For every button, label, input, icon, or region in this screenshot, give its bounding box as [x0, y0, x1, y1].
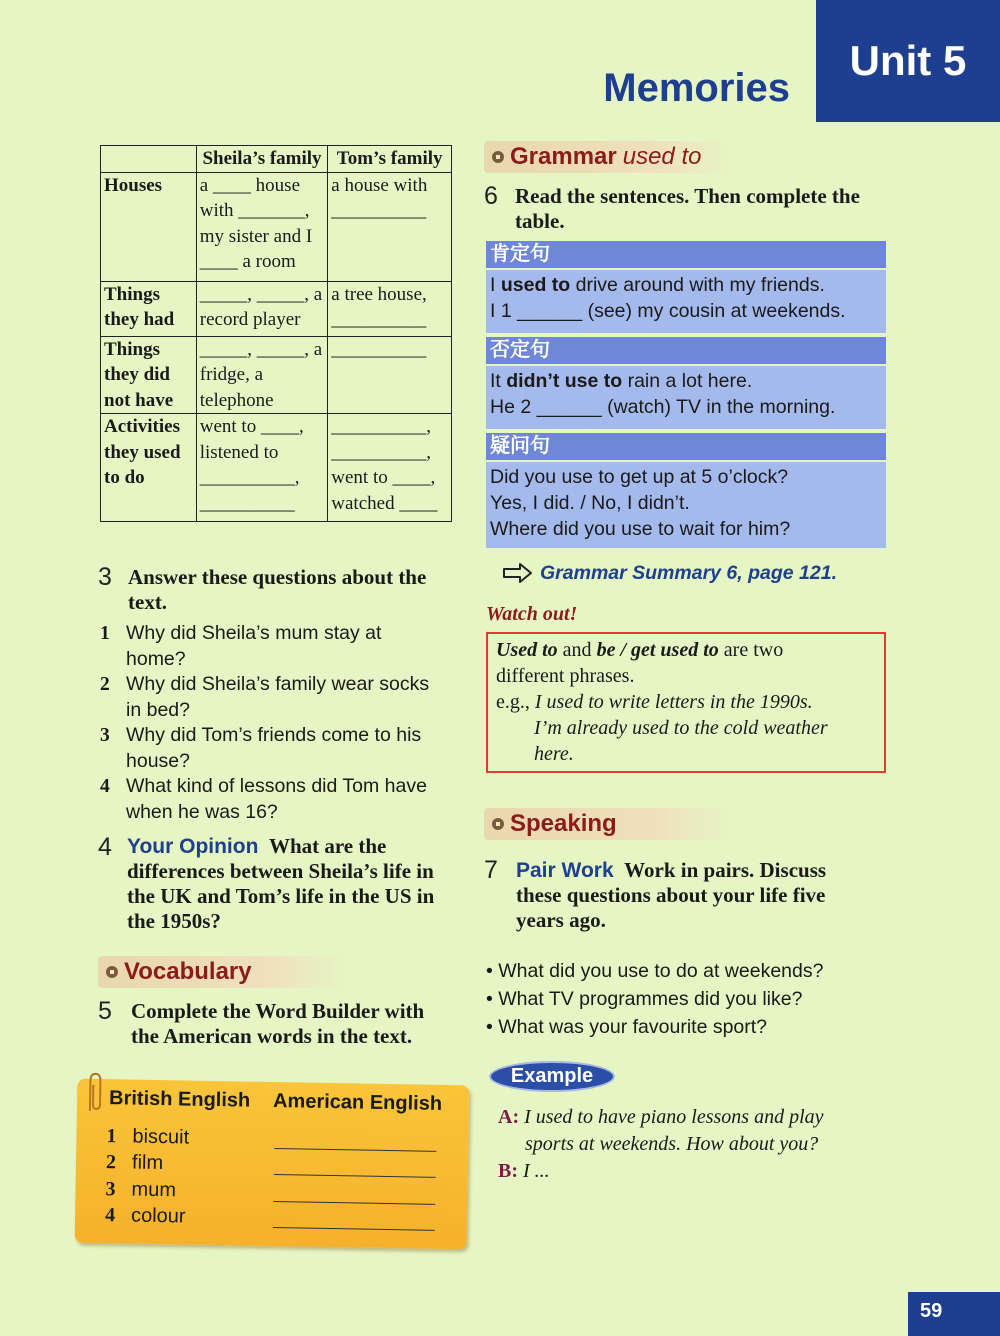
heading-line: years ago.: [516, 908, 606, 932]
dialogue-line: [498, 1104, 898, 1131]
question-text: What kind of lessons did Tom have when he was 16?: [126, 775, 427, 823]
text: drive around with my friends.: [570, 274, 825, 296]
answer-line[interactable]: [274, 1148, 436, 1152]
question-item: [100, 621, 440, 672]
grammar-bar: [484, 141, 734, 173]
question-number: 3: [100, 725, 110, 746]
speaker-a-label: A:: [498, 1106, 520, 1128]
example-line: [490, 272, 882, 298]
word-row: [105, 1204, 186, 1228]
table-cell: __________, __________, went to ____, watched ____: [328, 414, 452, 522]
col-header-sheila: Sheila’s family: [196, 146, 328, 173]
example-line: Yes, I did. / No, I didn’t.: [490, 492, 690, 514]
table-cell: _____, _____, a fridge, a telephone: [196, 336, 328, 414]
watch-out-box: [486, 632, 886, 773]
text: I used to have piano lessons and play: [524, 1106, 824, 1128]
american-english-header: American English: [272, 1090, 443, 1115]
negative-examples: [486, 366, 886, 429]
section-title: Grammar: [510, 143, 617, 170]
arrow-right-icon: [502, 562, 534, 584]
word-row: [106, 1125, 189, 1149]
table-cell: __________: [328, 336, 452, 414]
question-item: [100, 774, 450, 825]
text: be / get used to: [596, 639, 719, 661]
table-row: [101, 336, 452, 414]
question-number: 2: [100, 674, 110, 695]
your-opinion-label: Your Opinion: [127, 835, 259, 858]
watch-out-title: Watch out!: [486, 603, 578, 625]
text: Used to: [496, 639, 558, 661]
example-line: Did you use to get up at 5 o’clock?: [490, 466, 789, 488]
answer-line[interactable]: [274, 1174, 436, 1178]
question-heading: 疑问句: [486, 433, 886, 460]
watch-line: [496, 689, 876, 715]
question-item: [100, 672, 450, 723]
bullet-icon: [492, 151, 504, 163]
row-label: Things they did not have: [101, 336, 197, 414]
word-text: colour: [130, 1204, 186, 1228]
exercise-number: 4: [98, 833, 112, 861]
fill-line: I 1 ______ (see) my cousin at weekends.: [490, 300, 846, 322]
example-line: Where did you use to wait for him?: [490, 518, 791, 540]
example-badge: Example: [489, 1061, 615, 1092]
watch-line: [496, 637, 876, 663]
text: What TV programmes did you like?: [498, 988, 803, 1010]
word-number: 3: [105, 1178, 116, 1201]
table-cell: a ____ house with _______, my sister and I ____ a room: [196, 172, 328, 281]
word-number: 2: [105, 1151, 117, 1174]
table-row: [101, 414, 452, 522]
page-title: Memories: [603, 66, 790, 110]
word-number: 1: [106, 1125, 117, 1148]
table-header-row: [101, 146, 452, 173]
negative-heading: 否定句: [486, 337, 886, 364]
col-header-tom: Tom’s family: [328, 146, 452, 173]
example-dialogue: [498, 1104, 898, 1185]
word-text: film: [131, 1151, 164, 1175]
word-number: 4: [104, 1204, 116, 1227]
word-builder-card: [75, 1079, 470, 1250]
heading-line: [516, 858, 896, 883]
heading-line: these questions about your life five: [516, 883, 826, 907]
word-text: biscuit: [132, 1125, 190, 1149]
grammar-summary-link[interactable]: Grammar Summary 6, page 121.: [540, 562, 837, 584]
vocabulary-bar: [98, 956, 348, 988]
question-number: 1: [100, 623, 110, 644]
list-item: • What did you use to do at weekends?: [486, 960, 824, 982]
word-text: mum: [131, 1178, 177, 1202]
exercise-number: 6: [484, 182, 498, 210]
word-row: [106, 1151, 164, 1175]
text: I ...: [523, 1160, 550, 1182]
unit-tab: Unit 5: [816, 0, 1000, 122]
question-item: [100, 723, 450, 774]
exercise-number: 7: [484, 856, 498, 884]
speaker-b-label: B:: [498, 1160, 518, 1182]
question-examples: [486, 462, 886, 548]
table-cell: a tree house, __________: [328, 281, 452, 336]
bullet-icon: [492, 818, 504, 830]
discussion-list: [486, 957, 886, 1041]
dialogue-line: [498, 1158, 898, 1185]
exercise-heading: Read the sentences. Then complete the table.: [515, 184, 860, 233]
text: I used to write letters in the 1990s.: [534, 691, 813, 713]
answer-line[interactable]: [273, 1227, 435, 1231]
section-title: Vocabulary: [124, 958, 252, 985]
comparison-table: [100, 145, 452, 522]
table-row: [101, 281, 452, 336]
exercise-heading: Complete the Word Builder with the American words in the text.: [131, 999, 425, 1048]
speaking-bar: [484, 808, 734, 840]
table-cell: a house with __________: [328, 172, 452, 281]
question-text: Why did Sheila’s mum stay at home?: [126, 622, 382, 670]
text: and: [557, 639, 597, 661]
text: sports at weekends. How about you?: [525, 1133, 819, 1155]
text: rain a lot here.: [622, 370, 753, 392]
exercise-heading: Answer these questions about the text.: [128, 565, 427, 614]
table-cell: _____, _____, a record player: [196, 281, 328, 336]
opinion-question: What are the differences between Sheila’s life in the UK and Tom’s life in the US in the 1950s?: [127, 834, 435, 933]
text: What was your favourite sport?: [498, 1016, 768, 1038]
list-item: • What TV programmes did you like?: [486, 988, 803, 1010]
question-text: Why did Sheila’s family wear socks in bed?: [126, 673, 430, 721]
page-number: 59: [908, 1292, 1000, 1336]
text: It: [490, 370, 507, 392]
list-item: • What was your favourite sport?: [486, 1016, 768, 1038]
row-label: Houses: [101, 172, 197, 281]
exercise-heading: [516, 858, 896, 933]
section-title: Speaking: [510, 810, 617, 837]
exercise-number: 3: [98, 563, 112, 591]
watch-line: here.: [534, 743, 574, 765]
pair-work-label: Pair Work: [516, 859, 614, 882]
text: are two: [718, 639, 784, 661]
watch-line: I’m already used to the cold weather: [534, 717, 828, 739]
fill-line: He 2 ______ (watch) TV in the morning.: [490, 396, 836, 418]
table-corner: [101, 146, 197, 173]
question-text: Why did Tom’s friends come to his house?: [126, 724, 422, 772]
positive-heading: 肯定句: [486, 241, 886, 268]
text: What did you use to do at weekends?: [498, 960, 824, 982]
word-row: [105, 1178, 176, 1202]
dialogue-line: [498, 1131, 898, 1158]
text: e.g.,: [496, 691, 535, 713]
exercise-number: 5: [98, 997, 112, 1025]
section-subtitle: used to: [622, 143, 702, 170]
paperclip-icon: [83, 1071, 106, 1115]
watch-line: different phrases.: [496, 665, 635, 687]
row-label: Things they had: [101, 281, 197, 336]
text-bold: used to: [500, 274, 571, 296]
british-english-header: British English: [108, 1087, 251, 1112]
exercise-heading: [127, 834, 457, 934]
positive-examples: [486, 270, 886, 333]
example-line: [490, 368, 882, 394]
table-row: [101, 172, 452, 281]
answer-line[interactable]: [273, 1201, 435, 1205]
text: I: [490, 274, 501, 296]
text: Work in pairs. Discuss: [624, 858, 827, 882]
question-number: 4: [100, 776, 110, 797]
bullet-icon: [106, 966, 118, 978]
row-label: Activities they used to do: [101, 414, 197, 522]
table-cell: went to ____, listened to __________, __________: [196, 414, 328, 522]
text-bold: didn’t use to: [506, 370, 623, 392]
